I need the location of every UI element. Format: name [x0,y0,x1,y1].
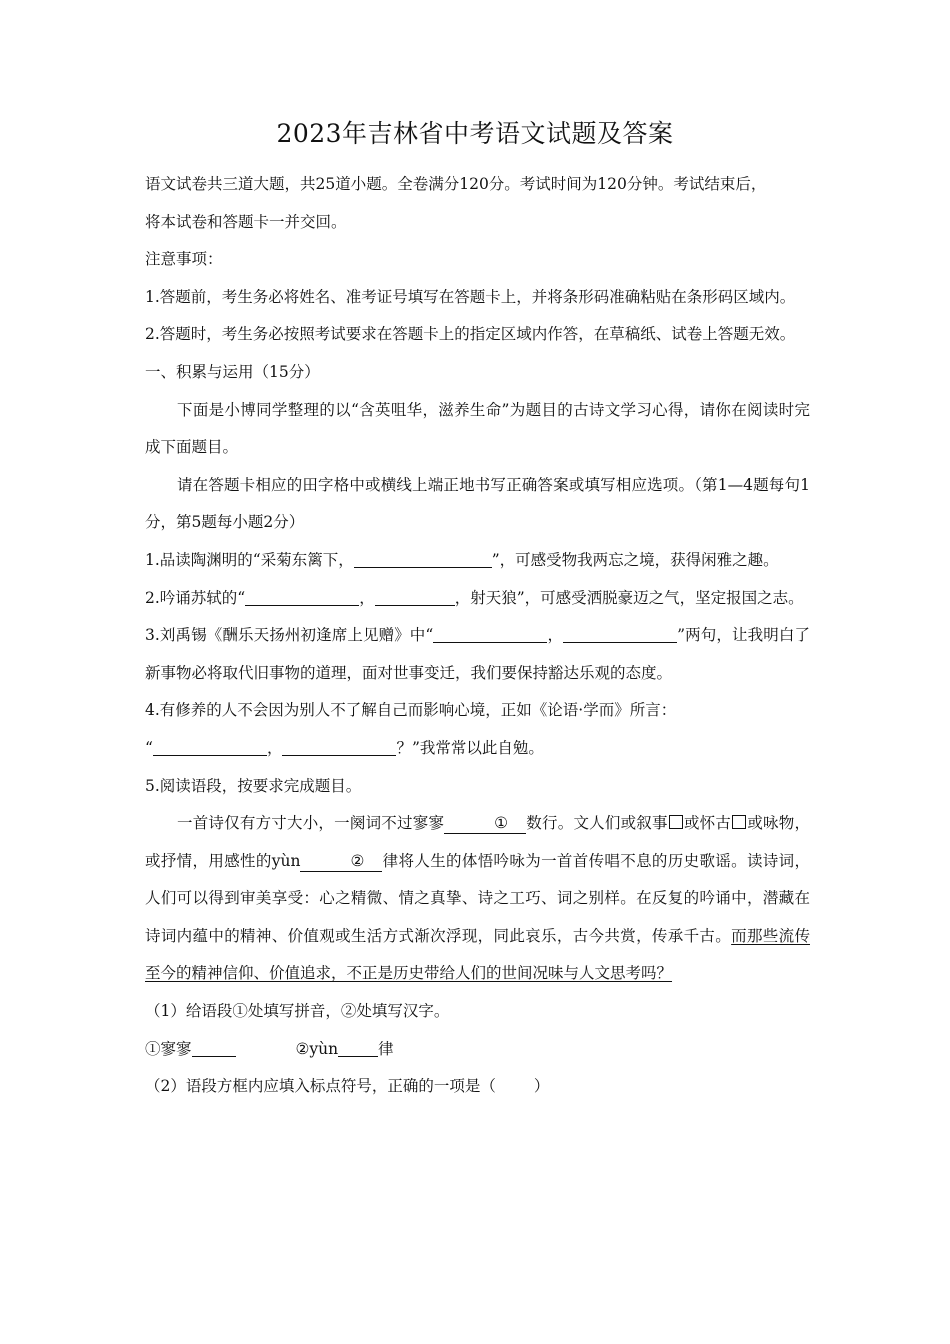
q3-text-c: ”两句，让我明白了新事物必将取代旧事物的道理，面对世事变迁，我们要保持豁达乐观的态度。 [145,626,810,682]
q4-text-b: “ [145,738,153,757]
sub1-answer-blank-2[interactable] [338,1038,378,1057]
passage-text-2: 数行。文人们或叙事 [526,814,668,833]
notice-item-1: 1.答题前，考生务必将姓名、准考证号填写在答题卡上，并将条形码准确粘贴在条形码区域内。 [145,287,796,306]
question-3 [145,617,810,692]
question-4 [145,692,810,767]
q4-text-a: 4.有修养的人不会因为别人不了解自己而影响心境，正如《论语·学而》所言： [145,701,677,720]
q3-answer-blank-2[interactable] [563,624,677,643]
passage-text-3: 或怀古 [683,814,732,833]
q2-answer-blank-1[interactable] [245,587,359,606]
section-heading: 一、积累与运用（15分） [145,362,320,381]
intro-line-1: 语文试卷共三道大题，共25道小题。全卷满分120分。考试时间为120分钟。考试结束后， [145,175,767,193]
q2-text-a: 2.吟诵苏轼的“ [145,588,246,607]
intro-line-2: 将本试卷和答题卡一并交回。 [145,212,347,231]
sub1-answer-blank-1[interactable] [192,1038,236,1057]
notice-item-2: 2.答题时，考生务必按照考试要求在答题卡上的指定区域内作答，在草稿纸、试卷上答题无效。 [145,325,796,344]
punctuation-box-2[interactable] [732,815,746,829]
question-2 [145,580,810,618]
document-body [145,166,810,1106]
sub1-item-b: ②yùn [295,1039,339,1058]
q2-answer-blank-2[interactable] [375,587,455,606]
q1-text-b: ”，可感受物我两忘之境，获得闲雅之趣。 [491,550,779,569]
q3-text-b: ， [547,626,564,645]
reading-passage [145,805,810,993]
q4-answer-blank-1[interactable] [153,737,267,756]
question-5-heading: 5.阅读语段，按要求完成题目。 [145,776,362,795]
notice-heading: 注意事项： [145,250,223,269]
section-intro-paragraph: 下面是小博同学整理的以“含英咀华，滋养生命”为题目的古诗文学习心得，请你在阅读时完成下面题目。 [145,400,810,457]
q1-text-a: 1.品读陶渊明的“采菊东篱下， [145,550,354,569]
q2-text-c: ，射天狼”，可感受洒脱豪迈之气，坚定报国之志。 [454,588,804,607]
punctuation-box-1[interactable] [669,815,683,829]
sub1-item-c: 律 [378,1039,394,1058]
passage-slot-2[interactable]: ② [300,851,382,872]
q3-answer-blank-1[interactable] [433,624,547,643]
passage-text-5: 律将人生的体悟吟咏为一首首传唱不息的历史歌谣。读诗词，人们可以得到审美享受：心之精微、情之真挚、诗之工巧、词之别样。在反复的吟诵中，潜藏在诗词内蕴中的精神、价值观或生活方式渐次浮现，同此哀乐，古今共赏，传承千古。 [145,851,810,945]
passage-slot-1[interactable]: ① [444,813,526,834]
sub1-item-a: ①寥寥 [145,1039,192,1058]
q4-text-c: ， [266,738,283,757]
question-1 [145,542,810,580]
passage-text-1: 一首诗仅有方寸大小，一阕词不过寥寥 [177,814,445,833]
document-title: 2023年吉林省中考语文试题及答案 [276,119,674,148]
passage-underlined-sentence: 而那些流传至今的精神信仰、价值追求，不正是历史带给人们的世间况味与人文思考吗？ [145,926,810,983]
sub-question-1: （1）给语段①处填写拼音，②处填写汉字。 [145,1002,450,1021]
sub-question-1-answers [145,1031,810,1069]
section-instructions: 请在答题卡相应的田字格中或横线上端正地书写正确答案或填写相应选项。（第1—4题每句1分，第5题每小题2分） [145,475,810,532]
sub2-text: （2）语段方框内应填入标点符号，正确的一项是（ [145,1077,496,1096]
sub2-close: ） [533,1077,550,1096]
sub-question-2 [145,1068,810,1106]
q3-text-a: 3.刘禹锡《酬乐天扬州初逢席上见赠》中“ [145,626,434,645]
q1-answer-blank[interactable] [354,549,492,568]
q2-text-b: ， [359,588,375,607]
q4-text-d: ？”我常常以此自勉。 [396,738,544,757]
passage-text-4: 或咏物，或抒情，用感性的yùn [145,814,810,870]
q4-answer-blank-2[interactable] [282,737,396,756]
